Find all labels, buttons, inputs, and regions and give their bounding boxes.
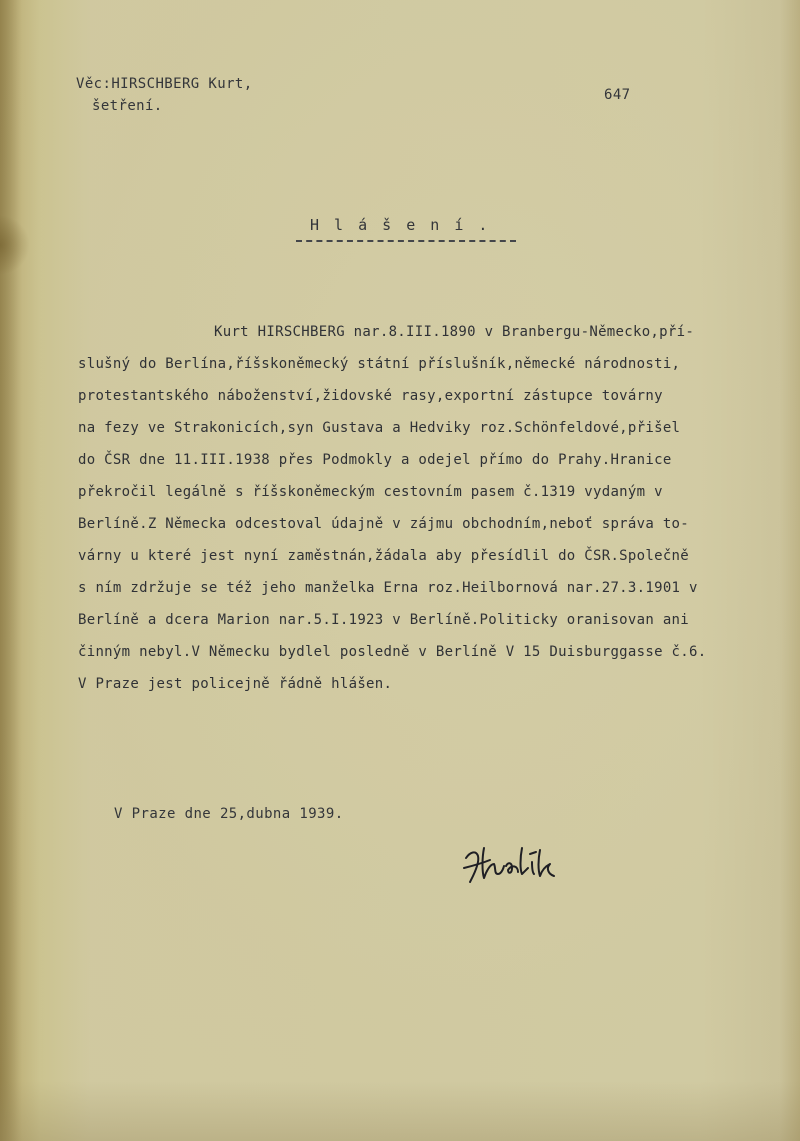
document-number: 647 <box>604 87 631 103</box>
signature-scribble-icon <box>462 838 572 888</box>
subject-line-1: Věc:HIRSCHBERG Kurt, <box>76 76 253 92</box>
body-line: do ČSR dne 11.III.1938 přes Podmokly a odejel přímo do Prahy.Hranice <box>78 452 672 468</box>
body-line: várny u které jest nyní zaměstnán,žádala aby přesídlil do ČSR.Společně <box>78 548 690 564</box>
place-date: V Praze dne 25,dubna 1939. <box>114 806 344 822</box>
title-underline <box>296 240 516 242</box>
body-line: Kurt HIRSCHBERG nar.8.III.1890 v Branbergu-Německo,pří- <box>214 324 695 340</box>
body-line: V Praze jest policejně řádně hlášen. <box>78 676 393 692</box>
body-line: s ním zdržuje se též jeho manželka Erna roz.Heilbornová nar.27.3.1901 v <box>78 580 698 596</box>
subject-line-2: šetření. <box>92 98 163 114</box>
paper-tear <box>0 215 30 275</box>
body-line: slušný do Berlína,říšskoněmecký státní příslušník,německé národnosti, <box>78 356 681 372</box>
body-line: překročil legálně s říšskoněmeckým cestovním pasem č.1319 vydaným v <box>78 484 663 500</box>
document-title: H l á š e n í . <box>310 216 491 234</box>
body-line: Berlíně a dcera Marion nar.5.I.1923 v Berlíně.Politicky oranisovan ani <box>78 612 690 628</box>
report-body <box>78 316 778 700</box>
handwritten-signature <box>462 838 572 888</box>
body-line: činným nebyl.V Německu bydlel posledně v Berlíně V 15 Duisburggasse č.6. <box>78 644 707 660</box>
subject-block <box>76 73 253 117</box>
body-line: Berlíně.Z Německa odcestoval údajně v zájmu obchodním,neboť správa to- <box>78 516 690 532</box>
body-line: protestantského náboženství,židovské rasy,exportní zástupce továrny <box>78 388 663 404</box>
body-line: na fezy ve Strakonicích,syn Gustava a Hedviky roz.Schönfeldové,přišel <box>78 420 681 436</box>
